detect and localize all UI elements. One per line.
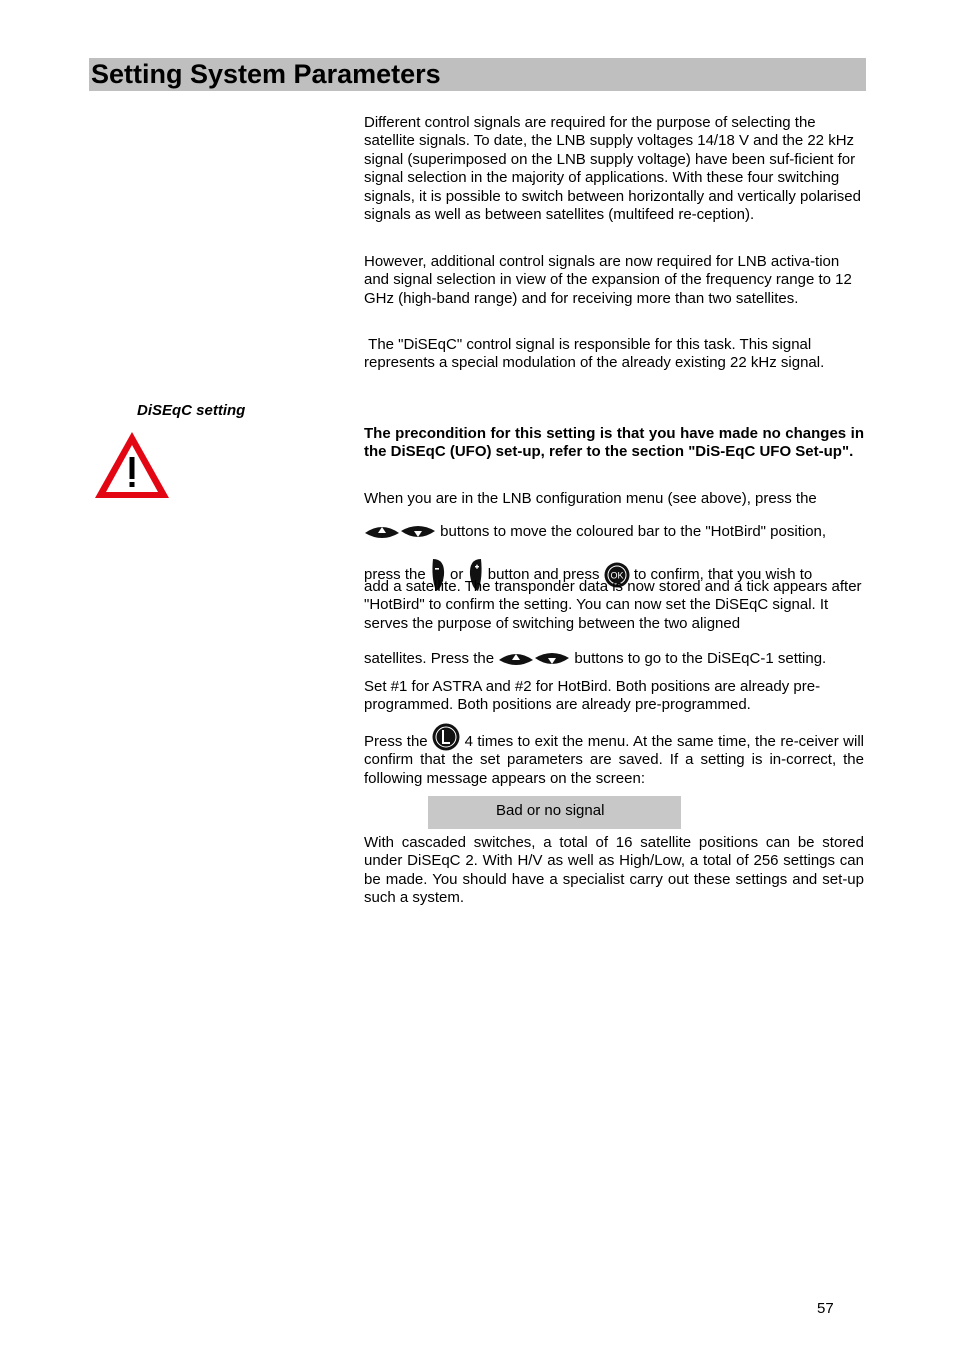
press-the-2-text: Press the xyxy=(364,733,428,750)
button-and-press-text: button and press xyxy=(487,565,600,583)
svg-text:OK: OK xyxy=(610,570,624,581)
back-l-button-icon xyxy=(432,723,460,751)
arrow-down-button-icon xyxy=(534,650,570,668)
precondition-note: The precondition for this setting is that you have made no changes in the DiSEqC (UFO) set-up, refer to the section "DiS-EqC UFO Set-up". xyxy=(364,425,864,461)
to-diseqc1-text: buttons to go to the DiSEqC-1 setting. xyxy=(574,650,827,667)
to-confirm-text: to confirm, that you wish to xyxy=(633,565,813,583)
intro-paragraph-3: The "DiSEqC" control signal is responsible for this task. This signal represents a special modulation of the already existing 22 kHz signal. xyxy=(364,336,825,372)
buttons-line-text: buttons to move the coloured bar to the "HotBird" position, xyxy=(440,523,827,540)
press-the-text: press the xyxy=(364,565,426,583)
satellites-press-text: satellites. Press the xyxy=(364,650,495,667)
satellites-line xyxy=(364,650,864,668)
buttons-line xyxy=(364,523,864,541)
intro-paragraph-2: However, additional control signals are now required for LNB activa-tion and signal selection in view of the expansion of the frequency range to 12 GHz (high-band range) and for receiving more than two satellites. xyxy=(364,253,852,307)
arrow-up-button-icon xyxy=(364,523,400,541)
arrow-up-button-icon xyxy=(498,650,534,668)
cascade-paragraph: With cascaded switches, a total of 16 satellite positions can be stored under DiSEqC 2. With H/V as well as High/Low, a total of 256 settings can be made. You should have a specialist carry out these settings and set-up such a system. xyxy=(364,834,864,907)
message-box xyxy=(428,796,681,829)
exit-rest-text: 4 times to exit the menu. At the same time, the re-ceiver will confirm that the set parameters are saved. If a setting is in-correct, the following message appears on the screen: xyxy=(364,733,864,787)
menu-instruction: When you are in the LNB configuration menu (see above), press the xyxy=(364,490,817,507)
diseqc-setting-label: DiSEqC setting xyxy=(137,402,246,419)
page-title: Setting System Parameters xyxy=(91,59,441,89)
or-text: or xyxy=(450,565,464,583)
page-number: 57 xyxy=(817,1300,834,1317)
title-bar xyxy=(89,58,866,91)
message-text: Bad or no signal xyxy=(496,802,605,819)
intro-paragraph-1: Different control signals are required for the purpose of selecting the satellite signals. To date, the LNB supply voltages 14/18 V and the 22 kHz signal (superimposed on the LNB supply voltage) have been suf-ficient for signal selection in the majority of applications. With these four switching signals, it is possible to switch between horizontally and vertically polarised signals as well as between satellites (multifeed re-ception). xyxy=(364,114,861,224)
set-positions-paragraph: Set #1 for ASTRA and #2 for HotBird. Both positions are already pre-programmed. Both positions are already pre-programmed. xyxy=(364,678,821,714)
warning-triangle-icon xyxy=(93,430,171,500)
arrow-down-button-icon xyxy=(400,523,436,541)
exit-paragraph xyxy=(364,733,864,788)
add-satellite-paragraph: add a satellite. The transponder data is now stored and a tick appears after "HotBird" to confirm the setting. You can now set the DiSEqC signal. It serves the purpose of switching between the two aligned xyxy=(364,578,862,632)
